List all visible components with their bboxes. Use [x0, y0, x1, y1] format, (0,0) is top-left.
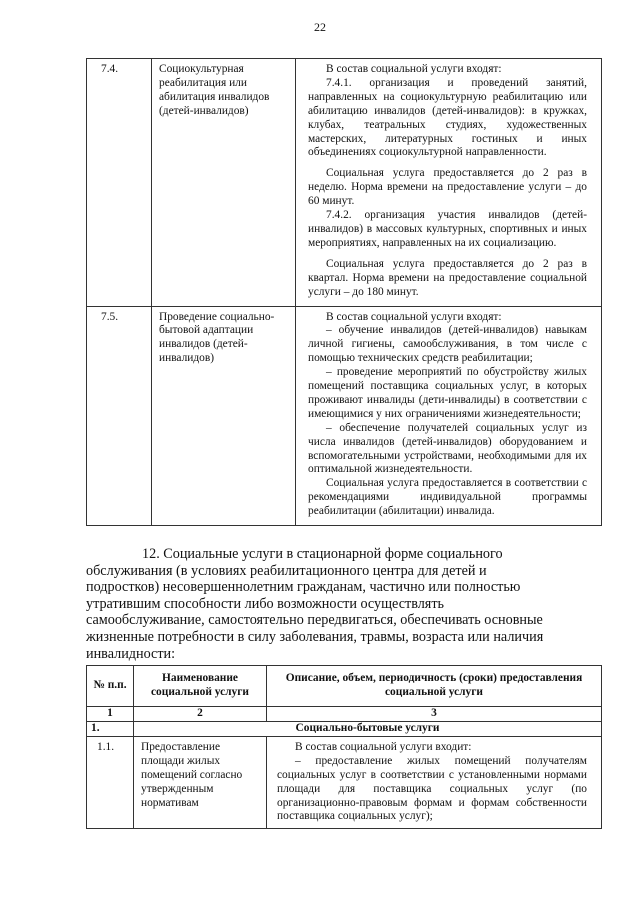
section-line: утратившим способности либо возможности осуществлять [86, 595, 444, 612]
description-paragraph: – обеспечение получателей социальных услуг из числа инвалидов (детей-инвалидов) оборудованием и вспомогательными устройствами, необходимыми для их оптимальной жизнедеятельности. [308, 421, 587, 476]
description-paragraph: Социальная услуга предоставляется в соответствии с рекомендациями индивидуальной программы реабилитации (абилитации) инвалида. [308, 477, 587, 518]
section-12-heading [86, 546, 596, 662]
category-label: Социально-бытовые услуги [134, 721, 602, 736]
table-row [87, 59, 602, 307]
description-paragraph: 7.4.1. организация и проведений занятий, направленных на социокультурную реабилитацию или абилитацию инвалидов (детей-инвалидов): в кружках, клубах, театральных студиях, художественных мастерских, литературных гостиных и иных объединениях социокультурной направленности. [308, 76, 587, 159]
description-paragraph: Социальная услуга предоставляется до 2 раз в квартал. Норма времени на предоставление социальной услуги – до 180 минут. [308, 257, 587, 298]
description-paragraph: – проведение мероприятий по обустройству жилых помещений поставщика социальных услуг, в которых проживают инвалиды (дети-инвалиды) в соответствии с имеющимися у них ограничениями жизнедеятельности; [308, 366, 587, 420]
header-service-name: Наименование социальной услуги [134, 666, 267, 707]
column-index: 1 [87, 707, 134, 722]
page-number: 22 [314, 20, 326, 34]
description-paragraph: – обучение инвалидов (детей-инвалидов) навыкам личной гигиены, самообслуживания, в том числе с помощью технических средств реабилитации; [308, 324, 587, 365]
service-name: Социокультурная реабилитация или абилитация инвалидов (детей-инвалидов) [152, 59, 296, 307]
description-intro: В состав социальной услуги входит: [295, 740, 472, 753]
description-intro: В состав социальной услуги входят: [326, 310, 502, 323]
row-number: 7.5. [87, 306, 152, 526]
description-paragraph: 7.4.2. организация участия инвалидов (детей-инвалидов) в массовых культурных, спортивных и иных мероприятиях, направленных на их социализацию. [308, 209, 587, 249]
service-description [296, 59, 602, 307]
header-description: Описание, объем, периодичность (сроки) предоставления социальной услуги [267, 666, 602, 707]
section-line: жизненные потребности в силу заболевания, травмы, возраста или наличия [86, 628, 544, 645]
column-index: 3 [267, 707, 602, 722]
section-line: обслуживания (в условиях реабилитационного центра для детей и [86, 562, 487, 579]
category-row [87, 721, 602, 736]
table-header-row [87, 666, 602, 707]
description-intro: В состав социальной услуги входят: [326, 63, 502, 75]
category-number: 1. [87, 721, 134, 736]
section-line: подростков) несовершеннолетним гражданам, частично или полностью [86, 579, 521, 596]
column-index-row [87, 707, 602, 722]
row-number: 7.4. [87, 59, 152, 307]
service-name: Предоставление площади жилых помещений согласно утвержденным нормативам [134, 736, 267, 828]
service-name: Проведение социально-бытовой адаптации инвалидов (детей-инвалидов) [152, 306, 296, 526]
section-line: самообслуживание, самостоятельно передвигаться, обеспечивать основные [86, 612, 543, 629]
header-number: № п.п. [87, 666, 134, 707]
rehab-services-table [86, 665, 602, 829]
services-table-continued [86, 58, 602, 526]
table-row [87, 306, 602, 526]
row-number: 1.1. [87, 736, 134, 828]
description-paragraph: Социальная услуга предоставляется до 2 раз в неделю. Норма времени на предоставление услуги – до 60 минут. [308, 167, 587, 208]
table-row [87, 736, 602, 828]
column-index: 2 [134, 707, 267, 722]
service-description [296, 306, 602, 526]
description-paragraph: – предоставление жилых помещений получателям социальных услуг в соответствии с установленными нормами площади для поставщика социальных услуг (по организационно-правовым формам и формам собственности поставщика социальных услуг); [277, 754, 587, 823]
section-line: 12. Социальные услуги в стационарной форме социального [142, 546, 503, 562]
service-description [267, 736, 602, 828]
section-line: инвалидности: [86, 645, 176, 662]
